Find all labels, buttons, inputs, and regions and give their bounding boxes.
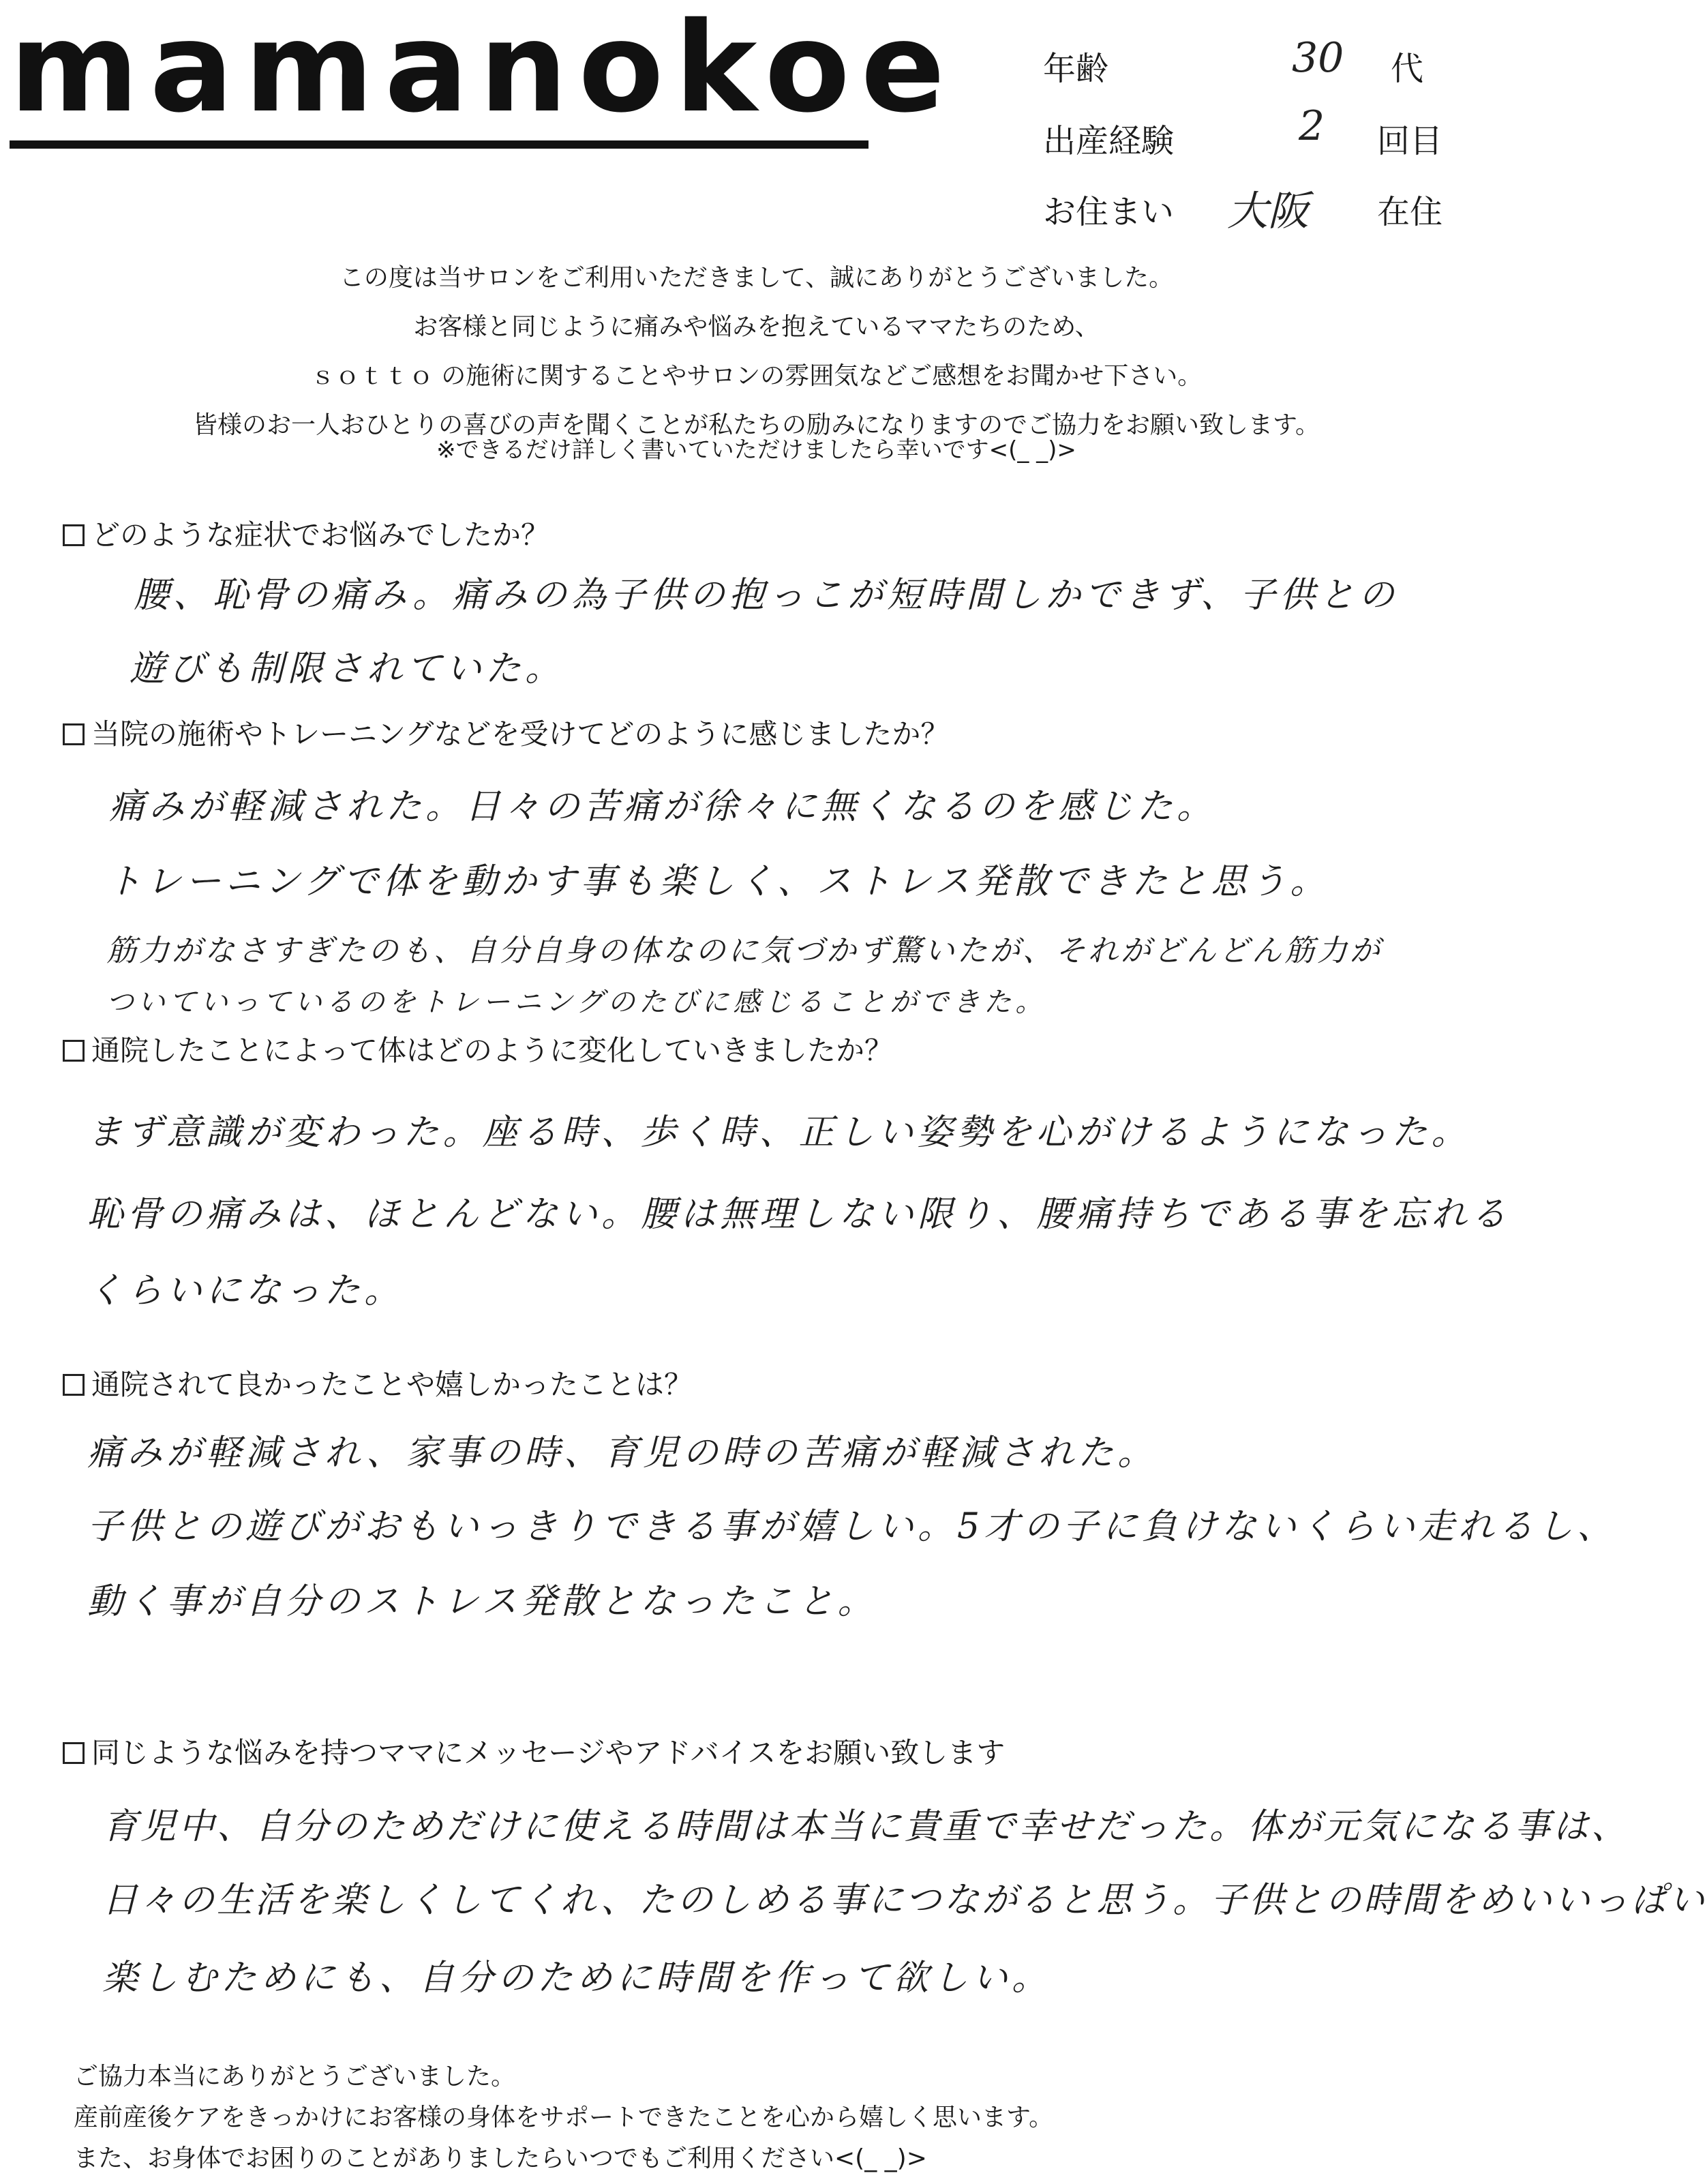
question-3: 通院したことによって体はどのように変化していきましたか？ bbox=[63, 1028, 893, 1069]
footer-text bbox=[74, 2056, 1053, 2179]
answer-2-line: 筋力がなさすぎたのも、自分自身の体なのに気づかず驚いたが、それがどんどん筋力が bbox=[106, 933, 1383, 968]
question-2: 当院の施術やトレーニングなどを受けてどのように感じましたか？ bbox=[63, 712, 949, 753]
intro-line: 皆様のお一人おひとりの喜びの声を聞くことが私たちの励みになりますのでご協力をお願い致します。 bbox=[192, 411, 1320, 439]
answer-5-line: 日々の生活を楽しくしてくれ、たのしめる事につながると思う。子供との時間をめいいっぱい bbox=[102, 1880, 1707, 1921]
residence-label: お住まい bbox=[1043, 193, 1175, 231]
footer-line: ご協力本当にありがとうございました。 bbox=[74, 2063, 516, 2091]
answer-1-line: 遊びも制限されていた。 bbox=[130, 648, 565, 689]
birth-count-label: 出産経験 bbox=[1043, 122, 1175, 160]
brand-logo: mamanokoe bbox=[10, 0, 956, 140]
answer-4-line: 子供との遊びがおもいっきりできる事が嬉しい。5才の子に負けないくらい走れるし、 bbox=[87, 1506, 1617, 1547]
age-label: 年齢 bbox=[1043, 50, 1109, 88]
checkbox-icon bbox=[63, 1040, 85, 1062]
checkbox-icon bbox=[63, 1742, 85, 1764]
footer-line: また、お身体でお困りのことがありましたらいつでもご利用ください<(_ _)> bbox=[74, 2144, 927, 2172]
footer-line: 産前産後ケアをきっかけにお客様の身体をサポートできたことを心から嬉しく思います。 bbox=[74, 2104, 1054, 2131]
answer-2-line: ついていっているのをトレーニングのたびに感じることができた。 bbox=[106, 987, 1047, 1018]
answer-5-line: 育児中、自分のためだけに使える時間は本当に貴重で幸せだった。体が元気になる事は、 bbox=[102, 1806, 1630, 1847]
question-5: 同じような悩みを持つママにメッセージやアドバイスをお願い致します bbox=[63, 1731, 1005, 1771]
birth-count-unit: 回目 bbox=[1377, 122, 1443, 160]
age-value: 30 bbox=[1292, 34, 1344, 82]
answer-4-line: 痛みが軽減され、家事の時、育児の時の苦痛が軽減された。 bbox=[87, 1433, 1158, 1474]
question-1: どのような症状でお悩みでしたか？ bbox=[63, 513, 549, 554]
intro-line: この度は当サロンをご利用いただきまして、誠にありがとうございました。 bbox=[339, 264, 1174, 292]
logo-underline bbox=[10, 140, 868, 149]
answer-3-line: 恥骨の痛みは、ほとんどない。腰は無理しない限り、腰痛持ちである事を忘れる bbox=[87, 1194, 1511, 1235]
intro-line: ｓｏｔｔｏ の施術に関することやサロンの雰囲気などご感想をお聞かせ下さい。 bbox=[310, 362, 1203, 390]
answer-4-line: 動く事が自分のストレス発散となったこと。 bbox=[87, 1581, 877, 1622]
checkbox-icon bbox=[63, 524, 85, 546]
checkbox-icon bbox=[63, 1374, 85, 1396]
answer-2-line: 痛みが軽減された。日々の苦痛が徐々に無くなるのを感じた。 bbox=[109, 786, 1217, 827]
residence-value: 大阪 bbox=[1227, 188, 1309, 235]
answer-1-line: 腰、恥骨の痛み。痛みの為子供の抱っこが短時間しかできず、子供との bbox=[134, 575, 1398, 616]
residence-unit: 在住 bbox=[1377, 193, 1443, 231]
answer-3-line: くらいになった。 bbox=[87, 1270, 404, 1311]
age-unit: 代 bbox=[1391, 50, 1424, 88]
answer-3-line: まず意識が変わった。座る時、歩く時、正しい姿勢を心がけるようになった。 bbox=[87, 1112, 1471, 1153]
checkbox-icon bbox=[63, 723, 85, 745]
request-note: ※できるだけ詳しく書いていただけましたら幸いです<(_ _)> bbox=[436, 436, 1076, 464]
answer-2-line: トレーニングで体を動かす事も楽しく、ストレス発散できたと思う。 bbox=[106, 861, 1330, 902]
intro-line: お客様と同じように痛みや悩みを抱えているママたちのため、 bbox=[413, 313, 1100, 341]
intro-text bbox=[0, 254, 1513, 450]
question-4: 通院されて良かったことや嬉しかったことは？ bbox=[63, 1362, 693, 1403]
answer-5-line: 楽しむためにも、自分のために時間を作って欲しい。 bbox=[102, 1958, 1052, 1999]
birth-count-value: 2 bbox=[1299, 102, 1325, 150]
